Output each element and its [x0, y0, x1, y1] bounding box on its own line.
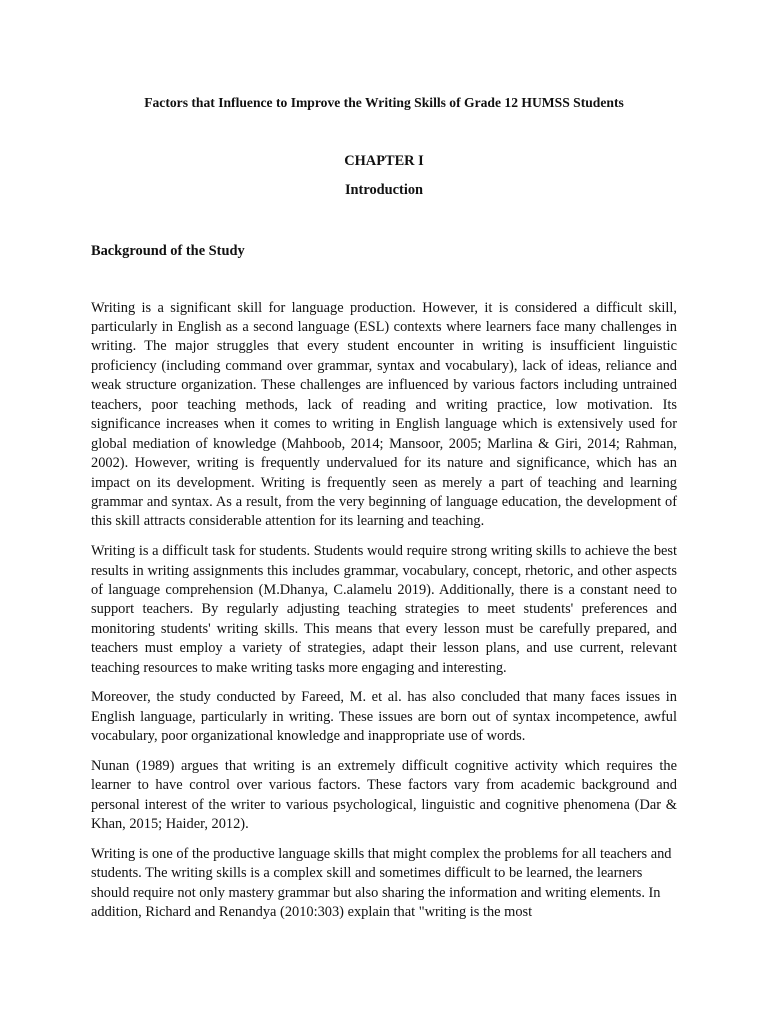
paragraph: Nunan (1989) argues that writing is an extremely difficult cognitive activity which requires the learner to have control over various factors. These factors vary from academic background and personal interest of the writer to various psychological, linguistic and cognitive phenomena (Dar & Khan, 2015; Haider, 2012).	[91, 758, 677, 833]
paragraph: Writing is a significant skill for language production. However, it is considered a difficult skill, particularly in English as a second language (ESL) contexts where learners face many challenges in writing. The major struggles that every student encounter in writing is insufficient linguistic proficiency (including command over grammar, syntax and vocabulary), lack of ideas, reliance and weak structure organization. These challenges are influenced by various factors including untrained teachers, poor teaching methods, lack of reading and writing practice, low motivation. Its significance increases when it comes to writing in English language which is extensively used for global mediation of knowledge (Mahboob, 2014; Mansoor, 2005; Marlina & Giri, 2014; Rahman, 2002). However, writing is frequently undervalued for its nature and significance, which has an impact on its development. Writing is frequently seen as merely a part of teaching and learning grammar and syntax. As a result, from the very beginning of language education, the development of this skill attracts considerable attention for its learning and teaching.	[91, 299, 677, 530]
section-heading: Background of the Study	[91, 243, 245, 259]
paragraph: Moreover, the study conducted by Fareed, M. et al. has also concluded that many faces issues in English language, particularly in writing. These issues are born out of syntax incompetence, awful vocabulary, poor organizational knowledge and inappropriate use of words.	[91, 689, 677, 745]
chapter-title: Introduction	[344, 182, 424, 198]
paragraph: Writing is one of the productive language skills that might complex the problems for all teachers and students. The writing skills is a complex skill and sometimes difficult to be learned, the learners should require not only mastery grammar but also sharing the information and writing elements. In addition, Richard and Renandya (2010:303) explain that "writing is the most	[91, 846, 672, 921]
chapter-number: CHAPTER I	[344, 153, 424, 169]
document-title: Factors that Influence to Improve the Writing Skills of Grade 12 HUMSS Students	[144, 95, 624, 110]
paragraph: Writing is a difficult task for students. Students would require strong writing skills to achieve the best results in writing assignments this includes grammar, vocabulary, concept, rhetoric, and other aspects of language comprehension (M.Dhanya, C.alamelu 2019). Additionally, there is a constant need to support teachers. By regularly adjusting teaching strategies to meet students' preferences and monitoring students' writing skills. This means that every lesson must be carefully prepared, and teachers must employ a variety of strategies, adapt their lesson plans, and use current, relevant teaching resources to make writing tasks more engaging and interesting.	[91, 543, 677, 676]
body-text	[91, 299, 677, 934]
